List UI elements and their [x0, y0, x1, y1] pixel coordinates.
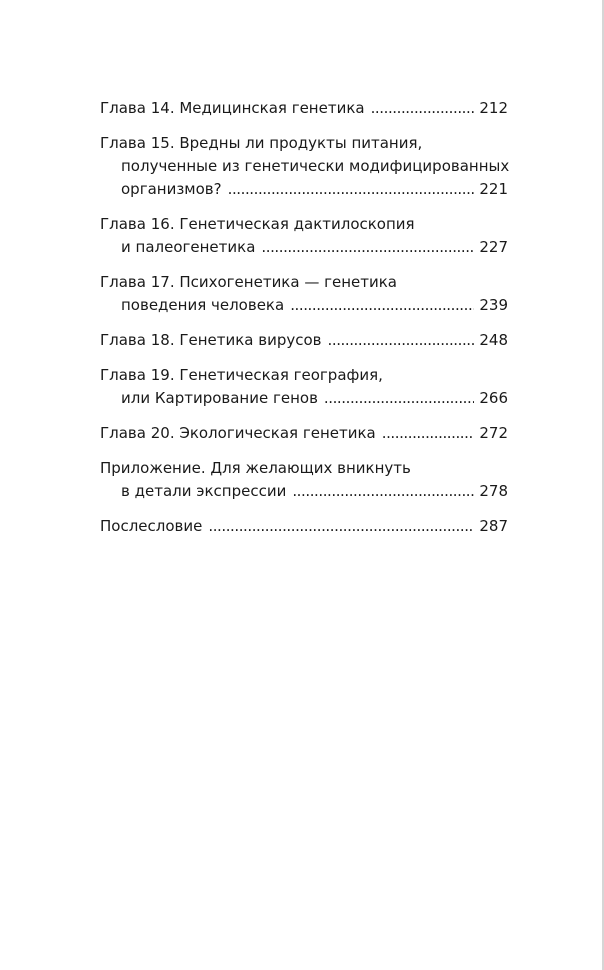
toc-line — [100, 422, 508, 445]
dot-leader — [261, 236, 474, 259]
toc-title: Послесловие — [100, 517, 203, 535]
toc-line — [100, 515, 508, 538]
toc-line — [100, 97, 508, 120]
toc-page-number: 248 — [479, 331, 508, 349]
toc-entry-chapter-20 — [100, 422, 508, 445]
toc-title: Приложение. Для желающих вникнуть — [100, 459, 411, 477]
toc-line — [100, 480, 508, 503]
toc-title: Глава 15. Вредны ли продукты питания, — [100, 134, 423, 152]
toc-title-continuation: полученные из генетически модифицированных — [121, 157, 510, 175]
toc-line — [100, 457, 508, 480]
toc-page-number: 272 — [479, 424, 508, 442]
table-of-contents — [100, 97, 508, 550]
toc-page-number: 227 — [479, 238, 508, 256]
dot-leader — [290, 294, 474, 317]
toc-page-number: 266 — [479, 389, 508, 407]
toc-entry-chapter-18 — [100, 329, 508, 352]
toc-page-number: 239 — [479, 296, 508, 314]
toc-entry-chapter-14 — [100, 97, 508, 120]
toc-line — [100, 387, 508, 410]
toc-entry-chapter-16 — [100, 213, 508, 259]
toc-title-continuation: или Картирование генов — [121, 389, 318, 407]
toc-title: Глава 16. Генетическая дактилоскопия — [100, 215, 415, 233]
dot-leader — [371, 97, 475, 120]
toc-line — [100, 132, 508, 155]
toc-entry-afterword — [100, 515, 508, 538]
toc-line — [100, 364, 508, 387]
toc-title-continuation: организмов? — [121, 180, 222, 198]
toc-title: Глава 18. Генетика вирусов — [100, 331, 322, 349]
toc-page-number: 287 — [479, 517, 508, 535]
toc-entry-chapter-15 — [100, 132, 508, 201]
toc-title-continuation: поведения человека — [121, 296, 285, 314]
toc-title: Глава 14. Медицинская генетика — [100, 99, 365, 117]
toc-entry-chapter-19 — [100, 364, 508, 410]
dot-leader — [382, 422, 475, 445]
toc-line — [100, 155, 508, 178]
toc-line — [100, 236, 508, 259]
dot-leader — [228, 178, 475, 201]
toc-title: Глава 20. Экологическая генетика — [100, 424, 376, 442]
toc-title: Глава 17. Психогенетика — генетика — [100, 273, 397, 291]
toc-page-number: 221 — [479, 180, 508, 198]
toc-line — [100, 294, 508, 317]
toc-line — [100, 271, 508, 294]
toc-line — [100, 178, 508, 201]
toc-line — [100, 329, 508, 352]
toc-entry-chapter-17 — [100, 271, 508, 317]
dot-leader — [328, 329, 475, 352]
toc-title-continuation: в детали экспрессии — [121, 482, 287, 500]
toc-title: Глава 19. Генетическая география, — [100, 366, 383, 384]
toc-entry-appendix — [100, 457, 508, 503]
toc-page-number: 212 — [479, 99, 508, 117]
dot-leader — [292, 480, 474, 503]
dot-leader — [324, 387, 474, 410]
toc-title-continuation: и палеогенетика — [121, 238, 256, 256]
toc-line — [100, 213, 508, 236]
dot-leader — [208, 515, 474, 538]
toc-page-number: 278 — [479, 482, 508, 500]
